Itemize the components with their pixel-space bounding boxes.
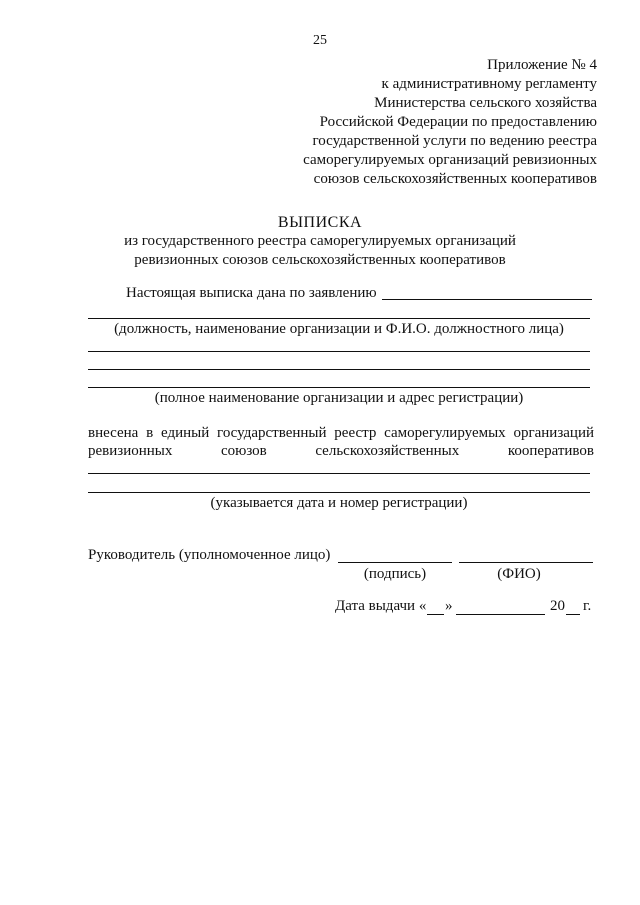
signature-blank[interactable] — [338, 562, 452, 563]
appendix-line: Российской Федерации по предоставлению — [319, 114, 597, 130]
issue-day-blank[interactable] — [427, 614, 444, 615]
issue-date-label: Дата выдачи « — [335, 598, 427, 614]
statement-label: Настоящая выписка дана по заявлению — [126, 285, 377, 301]
issue-month-blank[interactable] — [456, 614, 545, 615]
org-blank-2[interactable] — [88, 369, 590, 370]
subtitle-line: из государственного реестра саморегулируемых организаций — [124, 233, 516, 249]
appendix-header — [303, 56, 597, 189]
registry-line-2 — [88, 443, 594, 460]
issue-year-suffix: г. — [583, 598, 592, 614]
issue-date-close: » — [445, 598, 453, 614]
appendix-line: к административному регламенту — [381, 76, 597, 92]
appendix-line: саморегулируемых организаций ревизионных — [303, 152, 597, 168]
registration-blank-2[interactable] — [88, 492, 590, 493]
issue-year-blank[interactable] — [566, 614, 580, 615]
registry-line-1: внесена в единый государственный реестр саморегулируемых организаций — [88, 425, 594, 441]
appendix-line: союзов сельскохозяйственных кооперативов — [313, 171, 597, 187]
registry-word: сельскохозяйственных — [315, 443, 460, 459]
subtitle-line: ревизионных союзов сельскохозяйственных кооперативов — [134, 252, 506, 268]
fio-blank[interactable] — [459, 562, 593, 563]
official-blank[interactable] — [88, 318, 590, 319]
page-number: 25 — [313, 33, 327, 48]
org-blank-3[interactable] — [88, 387, 590, 388]
caption-org: (полное наименование организации и адрес регистрации) — [154, 390, 524, 406]
caption-fio: (ФИО) — [497, 566, 541, 582]
org-blank-1[interactable] — [88, 351, 590, 352]
appendix-line: Приложение № 4 — [487, 57, 597, 73]
head-label: Руководитель (уполномоченное лицо) — [88, 547, 331, 563]
statement-blank[interactable] — [382, 299, 592, 300]
registry-word: кооперативов — [507, 443, 594, 459]
caption-official: (должность, наименование организации и Ф.И.О. должностного лица) — [114, 321, 564, 337]
document-subtitle — [0, 232, 640, 270]
registration-blank-1[interactable] — [88, 473, 590, 474]
appendix-line: государственной услуги по ведению реестра — [312, 133, 597, 149]
caption-signature: (подпись) — [363, 566, 427, 582]
registry-word: союзов — [220, 443, 267, 459]
caption-registration: (указывается дата и номер регистрации) — [210, 495, 468, 511]
document-title: ВЫПИСКА — [277, 214, 363, 231]
appendix-line: Министерства сельского хозяйства — [374, 95, 597, 111]
registry-word: ревизионных — [88, 443, 173, 459]
issue-year-prefix: 20 — [550, 598, 565, 614]
